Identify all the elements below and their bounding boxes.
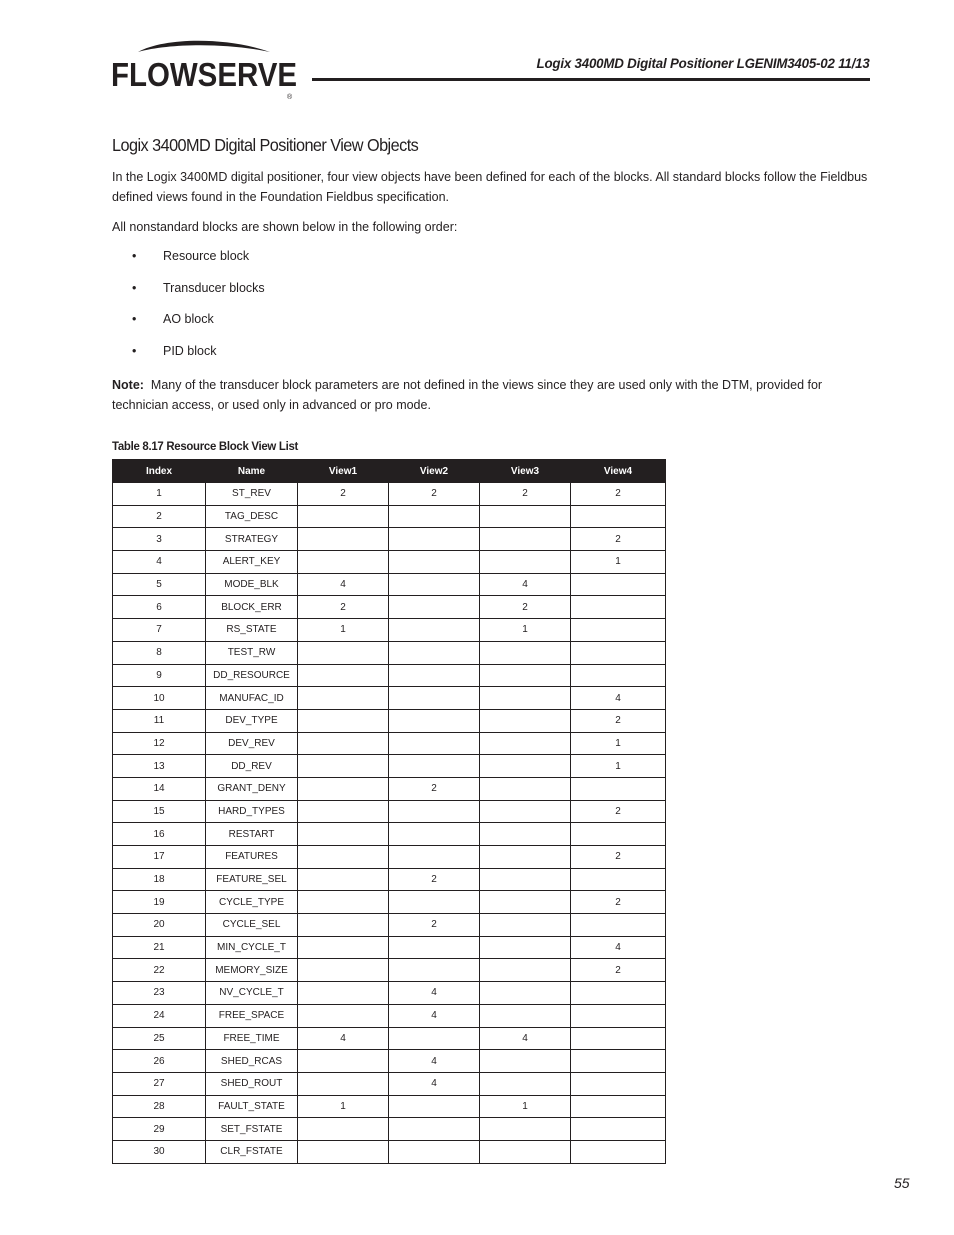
cell-view1: 4 bbox=[298, 1027, 389, 1050]
cell-index: 28 bbox=[113, 1095, 206, 1118]
cell-view1 bbox=[298, 868, 389, 891]
bullet-icon: • bbox=[132, 280, 137, 295]
cell-name: FEATURES bbox=[206, 846, 298, 869]
cell-name: TAG_DESC bbox=[206, 505, 298, 528]
cell-view3 bbox=[480, 709, 571, 732]
table-row bbox=[113, 1004, 666, 1027]
cell-name: CYCLE_TYPE bbox=[206, 891, 298, 914]
cell-view1 bbox=[298, 914, 389, 937]
list-item: • Transducer blocks bbox=[132, 280, 265, 295]
cell-index: 2 bbox=[113, 505, 206, 528]
svg-text:®: ® bbox=[287, 94, 293, 101]
cell-name: RS_STATE bbox=[206, 619, 298, 642]
cell-name: DD_REV bbox=[206, 755, 298, 778]
cell-view2 bbox=[389, 936, 480, 959]
cell-view3 bbox=[480, 823, 571, 846]
cell-index: 4 bbox=[113, 551, 206, 574]
cell-view2 bbox=[389, 846, 480, 869]
cell-name: SHED_ROUT bbox=[206, 1072, 298, 1095]
cell-view1 bbox=[298, 755, 389, 778]
cell-view3 bbox=[480, 1072, 571, 1095]
cell-view1: 2 bbox=[298, 596, 389, 619]
cell-view4 bbox=[571, 1027, 666, 1050]
cell-view2 bbox=[389, 641, 480, 664]
cell-view3 bbox=[480, 528, 571, 551]
cell-view1 bbox=[298, 709, 389, 732]
cell-view4: 2 bbox=[571, 709, 666, 732]
cell-view1 bbox=[298, 777, 389, 800]
table-row bbox=[113, 936, 666, 959]
cell-view1 bbox=[298, 1140, 389, 1163]
section-title: Logix 3400MD Digital Positioner View Objects bbox=[112, 135, 419, 155]
table-row bbox=[113, 959, 666, 982]
column-header-name: Name bbox=[206, 460, 298, 483]
cell-index: 11 bbox=[113, 709, 206, 732]
header-rule bbox=[312, 78, 870, 81]
cell-view1: 2 bbox=[298, 483, 389, 506]
cell-view3 bbox=[480, 914, 571, 937]
cell-name: STRATEGY bbox=[206, 528, 298, 551]
cell-index: 18 bbox=[113, 868, 206, 891]
cell-view2: 4 bbox=[389, 982, 480, 1005]
cell-view2: 4 bbox=[389, 1004, 480, 1027]
cell-view1: 4 bbox=[298, 573, 389, 596]
cell-index: 22 bbox=[113, 959, 206, 982]
logo-wordmark: FLOWSERVE bbox=[111, 56, 297, 93]
cell-view2 bbox=[389, 664, 480, 687]
cell-name: NV_CYCLE_T bbox=[206, 982, 298, 1005]
cell-view4: 4 bbox=[571, 687, 666, 710]
cell-view2: 2 bbox=[389, 914, 480, 937]
cell-name: FAULT_STATE bbox=[206, 1095, 298, 1118]
table-row bbox=[113, 1095, 666, 1118]
cell-index: 13 bbox=[113, 755, 206, 778]
cell-view4: 4 bbox=[571, 936, 666, 959]
cell-name: TEST_RW bbox=[206, 641, 298, 664]
cell-name: FREE_SPACE bbox=[206, 1004, 298, 1027]
cell-index: 9 bbox=[113, 664, 206, 687]
cell-index: 5 bbox=[113, 573, 206, 596]
cell-name: MODE_BLK bbox=[206, 573, 298, 596]
cell-view3: 2 bbox=[480, 596, 571, 619]
cell-view4: 2 bbox=[571, 800, 666, 823]
table-row bbox=[113, 1140, 666, 1163]
cell-view3 bbox=[480, 936, 571, 959]
cell-view4 bbox=[571, 1118, 666, 1141]
table-row bbox=[113, 777, 666, 800]
cell-name: FREE_TIME bbox=[206, 1027, 298, 1050]
cell-name: CLR_FSTATE bbox=[206, 1140, 298, 1163]
cell-view3: 1 bbox=[480, 1095, 571, 1118]
bullet-icon: • bbox=[132, 249, 137, 263]
resource-block-view-table bbox=[112, 459, 666, 1164]
cell-view4 bbox=[571, 641, 666, 664]
cell-view2 bbox=[389, 596, 480, 619]
table-row bbox=[113, 709, 666, 732]
cell-index: 21 bbox=[113, 936, 206, 959]
cell-index: 14 bbox=[113, 777, 206, 800]
cell-name: MANUFAC_ID bbox=[206, 687, 298, 710]
cell-name: DEV_REV bbox=[206, 732, 298, 755]
cell-view4: 2 bbox=[571, 959, 666, 982]
cell-view2 bbox=[389, 505, 480, 528]
intro-paragraph: In the Logix 3400MD digital positioner, four view objects have been defined for each of the blocks. All standard blocks follow the Fieldbus defined views found in the Foundation Fieldbus specification. bbox=[112, 170, 868, 204]
cell-view1 bbox=[298, 505, 389, 528]
cell-view2: 2 bbox=[389, 777, 480, 800]
table-row bbox=[113, 641, 666, 664]
column-header-view4: View4 bbox=[571, 460, 666, 483]
cell-view2: 2 bbox=[389, 483, 480, 506]
cell-view1: 1 bbox=[298, 1095, 389, 1118]
cell-view1 bbox=[298, 641, 389, 664]
page-number: 55 bbox=[894, 1175, 910, 1191]
cell-view1 bbox=[298, 936, 389, 959]
table-row bbox=[113, 664, 666, 687]
table-row bbox=[113, 755, 666, 778]
cell-view3 bbox=[480, 551, 571, 574]
table-row bbox=[113, 982, 666, 1005]
cell-view4: 2 bbox=[571, 846, 666, 869]
list-item: • PID block bbox=[132, 343, 217, 358]
cell-view2 bbox=[389, 959, 480, 982]
table-row bbox=[113, 528, 666, 551]
cell-name: MIN_CYCLE_T bbox=[206, 936, 298, 959]
table-row bbox=[113, 732, 666, 755]
cell-name: FEATURE_SEL bbox=[206, 868, 298, 891]
cell-view2 bbox=[389, 732, 480, 755]
cell-view2 bbox=[389, 755, 480, 778]
cell-view2 bbox=[389, 528, 480, 551]
bullet-icon: • bbox=[132, 343, 137, 358]
cell-name: ALERT_KEY bbox=[206, 551, 298, 574]
bullet-icon: • bbox=[132, 312, 137, 327]
cell-view2 bbox=[389, 1027, 480, 1050]
cell-view4: 1 bbox=[571, 732, 666, 755]
table-row bbox=[113, 868, 666, 891]
cell-view1: 1 bbox=[298, 619, 389, 642]
cell-view3: 4 bbox=[480, 1027, 571, 1050]
cell-index: 25 bbox=[113, 1027, 206, 1050]
cell-name: SET_FSTATE bbox=[206, 1118, 298, 1141]
cell-index: 16 bbox=[113, 823, 206, 846]
table-row bbox=[113, 1118, 666, 1141]
column-header-view2: View2 bbox=[389, 460, 480, 483]
note-paragraph bbox=[112, 375, 870, 415]
cell-view4 bbox=[571, 823, 666, 846]
table-row bbox=[113, 823, 666, 846]
cell-index: 3 bbox=[113, 528, 206, 551]
cell-view3 bbox=[480, 732, 571, 755]
cell-view3 bbox=[480, 1050, 571, 1073]
cell-index: 27 bbox=[113, 1072, 206, 1095]
cell-view3 bbox=[480, 1140, 571, 1163]
cell-view3 bbox=[480, 664, 571, 687]
cell-name: MEMORY_SIZE bbox=[206, 959, 298, 982]
cell-view1 bbox=[298, 823, 389, 846]
cell-view3 bbox=[480, 687, 571, 710]
cell-name: CYCLE_SEL bbox=[206, 914, 298, 937]
table-row bbox=[113, 1027, 666, 1050]
table-row bbox=[113, 573, 666, 596]
cell-view3: 2 bbox=[480, 483, 571, 506]
cell-view2 bbox=[389, 573, 480, 596]
cell-view1 bbox=[298, 664, 389, 687]
cell-view4: 2 bbox=[571, 891, 666, 914]
cell-name: RESTART bbox=[206, 823, 298, 846]
cell-view1 bbox=[298, 528, 389, 551]
list-item: • AO block bbox=[132, 312, 214, 327]
cell-view2 bbox=[389, 800, 480, 823]
cell-view3: 1 bbox=[480, 619, 571, 642]
table-row bbox=[113, 891, 666, 914]
table-row bbox=[113, 846, 666, 869]
cell-view4 bbox=[571, 1004, 666, 1027]
table-header-row bbox=[113, 460, 666, 483]
cell-view1 bbox=[298, 1004, 389, 1027]
note-text: Many of the transducer block parameters are not defined in the views since they are used only with the DTM, provided for technician access, or used only in advanced or pro mode. bbox=[112, 378, 823, 412]
table-row bbox=[113, 551, 666, 574]
cell-name: BLOCK_ERR bbox=[206, 596, 298, 619]
cell-view1 bbox=[298, 982, 389, 1005]
cell-view4 bbox=[571, 914, 666, 937]
cell-view3: 4 bbox=[480, 573, 571, 596]
cell-index: 20 bbox=[113, 914, 206, 937]
cell-view3 bbox=[480, 800, 571, 823]
cell-view2 bbox=[389, 1140, 480, 1163]
cell-index: 12 bbox=[113, 732, 206, 755]
cell-view2 bbox=[389, 1118, 480, 1141]
cell-view4 bbox=[571, 777, 666, 800]
cell-index: 23 bbox=[113, 982, 206, 1005]
cell-view2: 4 bbox=[389, 1072, 480, 1095]
cell-view4 bbox=[571, 573, 666, 596]
cell-view3 bbox=[480, 868, 571, 891]
cell-view2 bbox=[389, 891, 480, 914]
cell-name: DEV_TYPE bbox=[206, 709, 298, 732]
cell-view2: 2 bbox=[389, 868, 480, 891]
table-row bbox=[113, 914, 666, 937]
cell-view4 bbox=[571, 1072, 666, 1095]
cell-view4: 2 bbox=[571, 483, 666, 506]
cell-index: 26 bbox=[113, 1050, 206, 1073]
cell-view4 bbox=[571, 505, 666, 528]
cell-view2 bbox=[389, 709, 480, 732]
cell-view3 bbox=[480, 846, 571, 869]
table-row bbox=[113, 1050, 666, 1073]
table-row bbox=[113, 800, 666, 823]
cell-name: ST_REV bbox=[206, 483, 298, 506]
cell-view4 bbox=[571, 1050, 666, 1073]
cell-view4 bbox=[571, 868, 666, 891]
cell-index: 1 bbox=[113, 483, 206, 506]
cell-view2 bbox=[389, 1095, 480, 1118]
table-caption: Table 8.17 Resource Block View List bbox=[112, 439, 299, 453]
cell-name: HARD_TYPES bbox=[206, 800, 298, 823]
cell-view3 bbox=[480, 505, 571, 528]
cell-index: 7 bbox=[113, 619, 206, 642]
cell-view3 bbox=[480, 959, 571, 982]
cell-view4: 1 bbox=[571, 551, 666, 574]
cell-view1 bbox=[298, 551, 389, 574]
table-body bbox=[113, 483, 666, 1164]
column-header-index: Index bbox=[113, 460, 206, 483]
list-item: • Resource block bbox=[132, 249, 250, 263]
cell-index: 8 bbox=[113, 641, 206, 664]
block-order-list bbox=[132, 249, 265, 375]
cell-view4 bbox=[571, 664, 666, 687]
cell-index: 24 bbox=[113, 1004, 206, 1027]
cell-name: GRANT_DENY bbox=[206, 777, 298, 800]
cell-index: 17 bbox=[113, 846, 206, 869]
cell-view1 bbox=[298, 1072, 389, 1095]
cell-view2 bbox=[389, 687, 480, 710]
cell-view1 bbox=[298, 800, 389, 823]
cell-view1 bbox=[298, 1118, 389, 1141]
cell-view4 bbox=[571, 1140, 666, 1163]
cell-index: 29 bbox=[113, 1118, 206, 1141]
order-paragraph: All nonstandard blocks are shown below in the following order: bbox=[112, 220, 458, 234]
cell-view1 bbox=[298, 959, 389, 982]
cell-index: 15 bbox=[113, 800, 206, 823]
table-row bbox=[113, 619, 666, 642]
cell-view3 bbox=[480, 891, 571, 914]
table-row bbox=[113, 1072, 666, 1095]
cell-view3 bbox=[480, 641, 571, 664]
cell-view1 bbox=[298, 891, 389, 914]
cell-view3 bbox=[480, 982, 571, 1005]
cell-name: SHED_RCAS bbox=[206, 1050, 298, 1073]
cell-view3 bbox=[480, 1004, 571, 1027]
cell-view2 bbox=[389, 823, 480, 846]
cell-view4 bbox=[571, 596, 666, 619]
cell-index: 10 bbox=[113, 687, 206, 710]
cell-view4 bbox=[571, 1095, 666, 1118]
cell-view4: 2 bbox=[571, 528, 666, 551]
cell-view1 bbox=[298, 732, 389, 755]
table-row bbox=[113, 483, 666, 506]
cell-view1 bbox=[298, 1050, 389, 1073]
cell-index: 19 bbox=[113, 891, 206, 914]
cell-view4 bbox=[571, 619, 666, 642]
cell-view3 bbox=[480, 1118, 571, 1141]
cell-view1 bbox=[298, 846, 389, 869]
cell-view3 bbox=[480, 777, 571, 800]
cell-view2 bbox=[389, 551, 480, 574]
cell-view4: 1 bbox=[571, 755, 666, 778]
document-header-title: Logix 3400MD Digital Positioner LGENIM3405-02 11/13 bbox=[536, 55, 870, 71]
table-row bbox=[113, 687, 666, 710]
table-row bbox=[113, 505, 666, 528]
cell-name: DD_RESOURCE bbox=[206, 664, 298, 687]
cell-view3 bbox=[480, 755, 571, 778]
note-label: Note: bbox=[112, 378, 144, 392]
flowserve-logo bbox=[110, 40, 302, 102]
table-row bbox=[113, 596, 666, 619]
cell-view2: 4 bbox=[389, 1050, 480, 1073]
cell-view4 bbox=[571, 982, 666, 1005]
cell-index: 30 bbox=[113, 1140, 206, 1163]
cell-view1 bbox=[298, 687, 389, 710]
cell-index: 6 bbox=[113, 596, 206, 619]
column-header-view3: View3 bbox=[480, 460, 571, 483]
column-header-view1: View1 bbox=[298, 460, 389, 483]
cell-view2 bbox=[389, 619, 480, 642]
